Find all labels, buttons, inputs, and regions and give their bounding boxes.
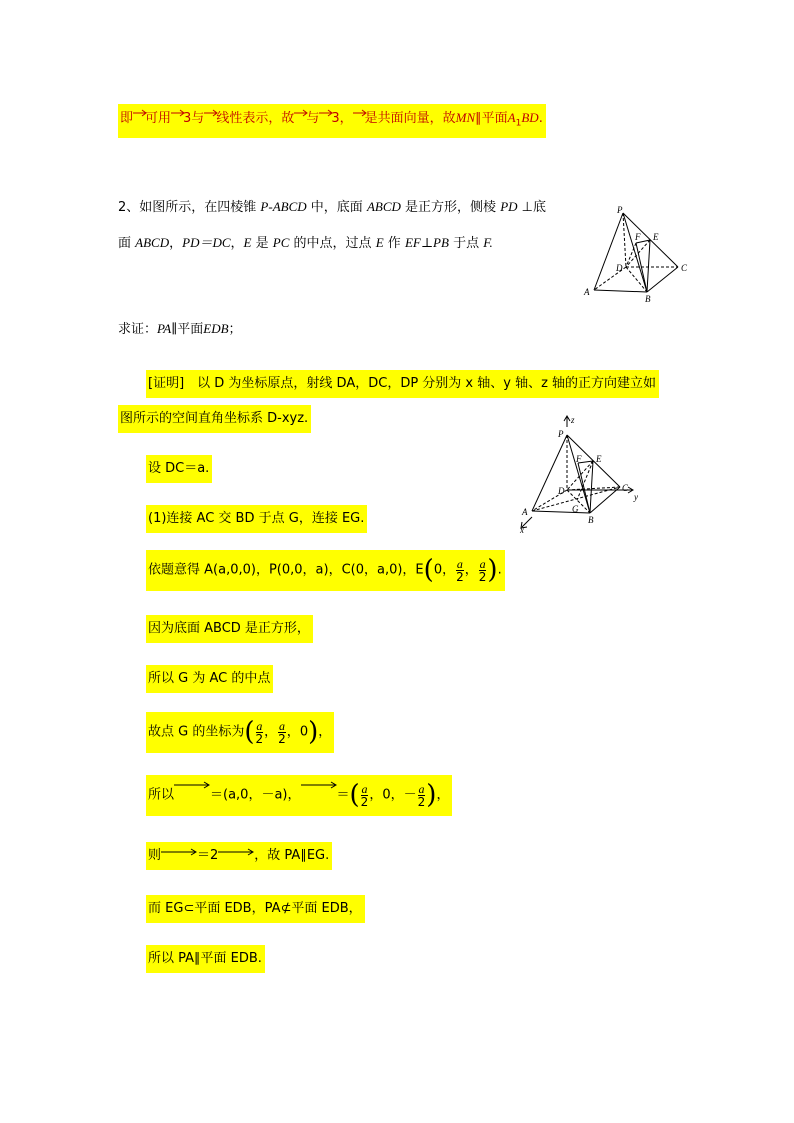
frac-den: 2 xyxy=(478,569,487,584)
var-abcd: ABCD xyxy=(366,199,401,214)
proof-line-11 xyxy=(146,945,265,973)
proof-text: 所以 G 为 AC 的中点 xyxy=(148,671,271,686)
paren-close: ) xyxy=(426,780,437,810)
text-p3: 线性表示，故 xyxy=(216,111,295,126)
proof-text: ，故 PA∥EG. xyxy=(254,848,330,863)
frac-num: a xyxy=(256,718,263,733)
problem-text: 是正方形，侧棱 xyxy=(405,200,497,215)
proof-text: 故点 G 的坐标为 xyxy=(148,724,245,740)
frac-den: 2 xyxy=(255,731,264,746)
axis-label-z: z xyxy=(571,415,575,425)
var-edb: EDB xyxy=(203,321,229,336)
subscript-1: 1 xyxy=(515,118,522,129)
proof-line-6 xyxy=(146,665,273,693)
label-b: B xyxy=(645,294,651,304)
frac-num: a xyxy=(418,781,425,796)
vector-arrow-icon xyxy=(353,109,365,121)
problem-text: ⊥底 xyxy=(521,200,546,215)
proof-text: 因为底面 ABCD 是正方形， xyxy=(148,621,310,636)
proof-text: 图所示的空间直角坐标系 D-xyz. xyxy=(120,411,309,426)
proof-text: ＝2 xyxy=(197,848,219,863)
frac-num: a xyxy=(278,718,285,733)
problem-line-1 xyxy=(118,198,546,217)
frac-den: 2 xyxy=(278,731,286,746)
fraction-a-2 xyxy=(278,720,286,745)
proof-text: 所以 PA∥平面 EDB. xyxy=(148,951,262,966)
proof-text: [证明] 以 D 为坐标原点，射线 DA，DC，DP 分别为 x 轴、y 轴、z 轴的正方向建立如 xyxy=(148,376,657,391)
label-a: A xyxy=(522,507,528,517)
frac-den: 2 xyxy=(360,794,369,809)
vector-arrow-icon xyxy=(294,109,306,121)
proof-line-4: 依题意得 A(a,0,0)，P(0,0，a)，C(0，a,0)，E(0， $\frac{a}{2}$ ， $\frac{a}{2}$ ). xyxy=(146,550,505,591)
label-d: D xyxy=(616,263,623,273)
proof-line-1a xyxy=(146,370,659,398)
paren-close: ) xyxy=(308,717,319,747)
fraction-a-2 xyxy=(456,558,464,583)
problem-text: 于点 xyxy=(453,236,480,251)
text-p4: 与 xyxy=(306,111,320,126)
fraction-a-2 xyxy=(361,783,369,808)
conclusion-line xyxy=(118,104,546,138)
paren-open: ( xyxy=(244,717,255,747)
proof-line-7: 故点 G 的坐标为( $\frac{a}{2}$ ， $\frac{a}{2}$ ，0)， xyxy=(146,712,334,753)
pyramid-figure xyxy=(580,205,695,305)
frac-den: 2 xyxy=(417,794,426,809)
label-c: C xyxy=(681,263,688,273)
proof-text: 依题意得 A(a,0,0)，P(0,0，a)，C(0，a,0)，E xyxy=(148,562,424,578)
vector-arrow-icon xyxy=(133,109,145,121)
vector-arrow-icon xyxy=(319,109,331,121)
var-mn: MN xyxy=(455,110,476,125)
proof-text: 则 xyxy=(148,848,162,863)
var-a: A xyxy=(507,110,516,125)
var-f: F. xyxy=(483,235,493,250)
text-p5: 3， xyxy=(331,111,353,126)
vector-arrow-icon xyxy=(204,109,216,121)
zero-value: 0 xyxy=(433,562,443,578)
vector-arrow-icon xyxy=(171,109,183,121)
frac-num: a xyxy=(456,556,463,571)
proof-line-8: 所以 ＝(a,0，－a)， ＝( $\frac{a}{2}$ ，0，－ $\frac{a}{2}$ )， xyxy=(146,775,452,816)
proof-text: (1)连接 AC 交 BD 于点 G，连接 EG. xyxy=(148,511,365,526)
var-ef-pb: EF⊥PB xyxy=(404,235,449,250)
label-e: E xyxy=(653,232,659,242)
var-pabcd: P-ABCD xyxy=(260,199,307,214)
fraction-a-2 xyxy=(418,783,426,808)
text-p6: 是共面向量，故 xyxy=(364,111,456,126)
prove-text: 平面 xyxy=(177,322,204,337)
label-p: P xyxy=(617,205,623,215)
var-pc: PC xyxy=(272,235,290,250)
problem-text: 作 xyxy=(387,236,401,251)
zero-value: 0 xyxy=(299,724,309,740)
paren-close: ) xyxy=(487,555,498,585)
problem-text: 2、如图所示，在四棱锥 xyxy=(118,200,257,215)
text-p2: 3与 xyxy=(183,111,205,126)
label-d: D xyxy=(558,486,565,496)
label-e: E xyxy=(596,454,602,464)
label-b: B xyxy=(588,515,594,525)
proof-line-9 xyxy=(146,842,332,870)
paren-open: ( xyxy=(349,780,360,810)
prove-line xyxy=(118,320,242,339)
text-parallel: ∥平面 xyxy=(475,111,508,126)
vector-arrow-icon xyxy=(301,780,337,792)
label-g: G xyxy=(572,504,579,514)
text-end: . xyxy=(538,111,543,126)
frac-num: a xyxy=(479,556,486,571)
coordinate-pyramid-figure xyxy=(512,415,647,535)
proof-text: 所以 xyxy=(148,787,175,803)
axis-label-y: y xyxy=(634,492,638,502)
var-bd: BD xyxy=(521,110,539,125)
var-abcd: ABCD xyxy=(135,235,170,250)
proof-text: ＝(a,0，－a)， xyxy=(210,787,301,803)
fraction-a-2 xyxy=(479,558,487,583)
paren-open: ( xyxy=(423,555,434,585)
problem-text: 中，底面 xyxy=(310,200,363,215)
var-pa: PA∥ xyxy=(157,321,178,336)
proof-line-10 xyxy=(146,895,365,923)
label-a: A xyxy=(584,287,590,297)
problem-text: ， xyxy=(169,236,183,251)
proof-text: 而 EG⊂平面 EDB，PA⊄平面 EDB， xyxy=(148,901,362,916)
problem-text: 的中点，过点 xyxy=(293,236,372,251)
text-p1: 可用 xyxy=(145,111,172,126)
label-f: F xyxy=(635,232,641,242)
var-e: E xyxy=(375,235,384,250)
frac-num: a xyxy=(361,781,368,796)
vector-arrow-icon xyxy=(218,847,254,859)
problem-line-2 xyxy=(118,234,493,253)
var-e: E xyxy=(243,235,252,250)
vector-arrow-icon xyxy=(161,847,197,859)
frac-den: 2 xyxy=(456,569,464,584)
label-c: C xyxy=(622,483,629,493)
fraction-a-2 xyxy=(256,720,264,745)
label-f: F xyxy=(576,454,582,464)
problem-text: 面 xyxy=(118,236,132,251)
label-p: P xyxy=(558,429,564,439)
proof-line-2 xyxy=(146,455,212,483)
prove-end: ； xyxy=(228,322,242,337)
minus-sign: － xyxy=(403,787,417,803)
axis-label-x: x xyxy=(520,525,524,535)
proof-line-1b xyxy=(118,405,311,433)
proof-line-5 xyxy=(146,615,313,643)
proof-text: 设 DC＝a. xyxy=(148,461,210,476)
var-pd: PD xyxy=(500,199,518,214)
vector-arrow-icon xyxy=(174,780,210,792)
text-prefix: 即 xyxy=(120,111,134,126)
zero-value: 0 xyxy=(382,787,391,803)
proof-line-3 xyxy=(146,505,367,533)
prove-label: 求证： xyxy=(118,322,158,337)
problem-text: ， xyxy=(230,236,244,251)
var-pd-dc: PD＝DC xyxy=(182,235,231,250)
problem-text: 是 xyxy=(255,236,269,251)
